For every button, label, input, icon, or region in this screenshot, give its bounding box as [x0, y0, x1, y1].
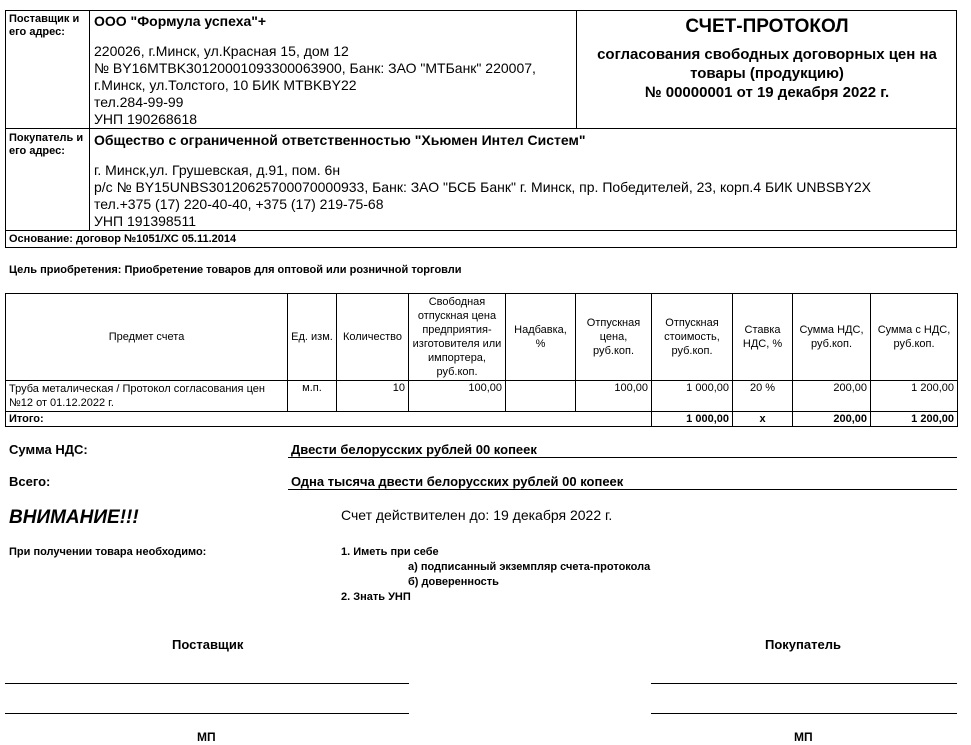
- totals-vat-sum: 200,00: [793, 412, 871, 427]
- supplier-divider: [89, 10, 90, 128]
- buyer-signature-line-2: [651, 713, 957, 714]
- requirements-label: При получении товара необходимо:: [9, 546, 207, 558]
- buyer-signature-label: Покупатель: [765, 637, 841, 652]
- cell-vat-sum: 200,00: [793, 381, 871, 412]
- col-header-item: Предмет счета: [6, 294, 288, 381]
- items-table: [5, 293, 958, 427]
- supplier-stamp-label: МП: [197, 730, 216, 744]
- vat-sum-label: Сумма НДС:: [9, 442, 88, 457]
- buyer-unp: УНП 191398511: [94, 213, 196, 229]
- buyer-divider: [89, 129, 90, 230]
- grand-total-label: Всего:: [9, 474, 51, 489]
- supplier-address-1: 220026, г.Минск, ул.Красная 15, дом 12: [94, 43, 349, 59]
- cell-qty: 10: [337, 381, 409, 412]
- totals-vat-rate: x: [733, 412, 793, 427]
- buyer-address-2: р/с № BY15UNBS30120625700070000933, Банк: ЗАО "БСБ Банк" г. Минск, пр. Победителей, 23, корп.4 БИК UNBSBY2X: [94, 179, 871, 195]
- col-header-vat-rate: Ставка НДС, %: [733, 294, 793, 381]
- totals-label: Итого:: [6, 412, 652, 427]
- contract-basis: Основание: договор №1051/ХС 05.11.2014: [9, 233, 237, 245]
- supplier-signature-line-2: [5, 713, 409, 714]
- col-header-price: Отпускная цена, руб.коп.: [576, 294, 652, 381]
- supplier-address-2: № BY16MTBK30120001093300063900, Банк: ЗАО "МТБанк" 220007,: [94, 60, 536, 76]
- buyer-label: Покупатель и его адрес:: [9, 132, 84, 157]
- requirement-2: 2. Знать УНП: [341, 591, 411, 603]
- col-header-cost: Отпускная стоимость, руб.коп.: [652, 294, 733, 381]
- cell-unit: м.п.: [288, 381, 337, 412]
- col-header-unit: Ед. изм.: [288, 294, 337, 381]
- supplier-label: Поставщик и его адрес:: [9, 13, 80, 38]
- document-title: СЧЕТ-ПРОТОКОЛ: [685, 16, 849, 37]
- totals-total: 1 200,00: [871, 412, 958, 427]
- supplier-signature-line-1: [5, 683, 409, 684]
- cell-item: Труба металическая / Протокол согласования цен №12 от 01.12.2022 г.: [6, 381, 288, 412]
- attention-title: ВНИМАНИЕ!!!: [9, 507, 139, 528]
- table-row: [6, 381, 958, 412]
- totals-cost: 1 000,00: [652, 412, 733, 427]
- vat-sum-words: Двести белорусских рублей 00 копеек: [291, 442, 537, 457]
- cell-markup: [506, 381, 576, 412]
- table-header-row: [6, 294, 958, 381]
- supplier-address-3: г.Минск, ул.Толстого, 10 БИК MTBKBY22: [94, 77, 357, 93]
- supplier-name: ООО "Формула успеха"+: [94, 13, 267, 29]
- cell-cost: 1 000,00: [652, 381, 733, 412]
- requirement-1b: б) доверенность: [408, 576, 499, 588]
- document-subtitle-2: товары (продукцию): [690, 65, 844, 82]
- cell-free-price: 100,00: [409, 381, 506, 412]
- document-number: № 00000001 от 19 декабря 2022 г.: [644, 84, 890, 101]
- requirement-1a: а) подписанный экземпляр счета-протокола: [408, 561, 651, 573]
- buyer-address-1: г. Минск,ул. Грушевская, д.91, пом. 6н: [94, 162, 341, 178]
- requirement-1: 1. Иметь при себе: [341, 546, 439, 558]
- supplier-section: [5, 10, 577, 129]
- supplier-phone: тел.284-99-99: [94, 94, 184, 110]
- grand-total-underline: [288, 489, 957, 490]
- col-header-vat-sum: Сумма НДС, руб.коп.: [793, 294, 871, 381]
- buyer-name: Общество с ограниченной ответственностью "Хьюмен Интел Систем": [94, 132, 586, 148]
- vat-sum-underline: [288, 457, 957, 458]
- grand-total-words: Одна тысяча двести белорусских рублей 00 копеек: [291, 474, 624, 489]
- buyer-signature-line-1: [651, 683, 957, 684]
- valid-until: Счет действителен до: 19 декабря 2022 г.: [341, 507, 613, 523]
- col-header-qty: Количество: [337, 294, 409, 381]
- cell-price: 100,00: [576, 381, 652, 412]
- col-header-total: Сумма с НДС, руб.коп.: [871, 294, 958, 381]
- col-header-free-price: Свободная отпускная цена предприятия-изготовителя или импортера, руб.коп.: [409, 294, 506, 381]
- buyer-section: [5, 129, 957, 231]
- supplier-unp: УНП 190268618: [94, 111, 198, 127]
- title-section: [577, 10, 957, 129]
- col-header-markup: Надбавка, %: [506, 294, 576, 381]
- purchase-purpose: Цель приобретения: Приобретение товаров для оптовой или розничной торговли: [9, 264, 462, 276]
- document-subtitle-1: согласования свободных договорных цен на: [597, 46, 937, 63]
- supplier-signature-label: Поставщик: [172, 637, 244, 652]
- buyer-phone: тел.+375 (17) 220-40-40, +375 (17) 219-75-68: [94, 196, 384, 212]
- buyer-stamp-label: МП: [794, 730, 813, 744]
- totals-row: [6, 412, 958, 427]
- cell-vat-rate: 20 %: [733, 381, 793, 412]
- cell-total: 1 200,00: [871, 381, 958, 412]
